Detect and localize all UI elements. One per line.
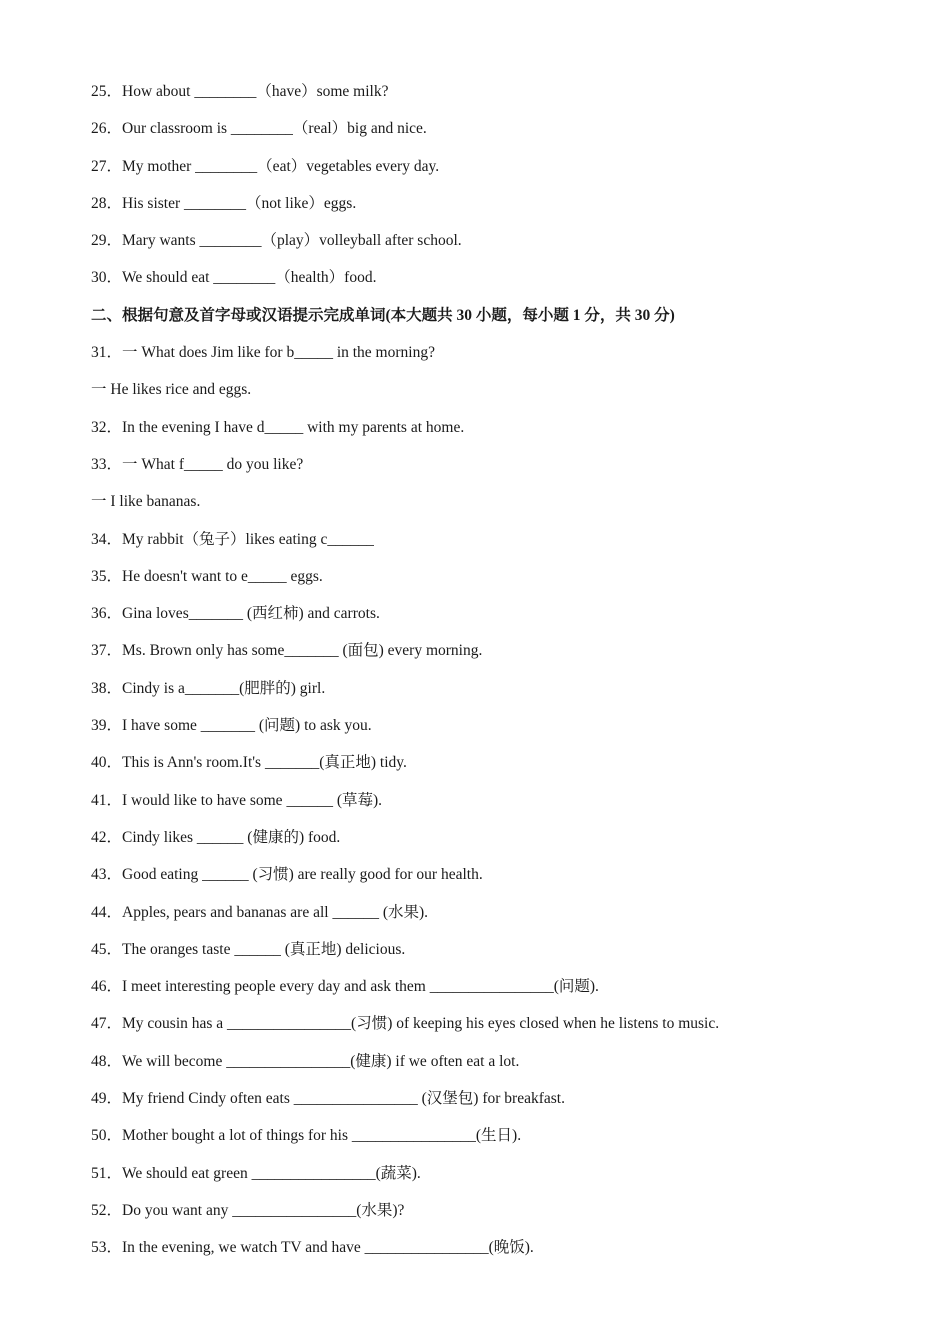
exercise-list bbox=[91, 80, 911, 1274]
question-41: 41．I would like to have some ______ (草莓). bbox=[91, 791, 383, 809]
question-35: 35．He doesn't want to e_____ eggs. bbox=[91, 567, 323, 585]
question-32: 32．In the evening I have d_____ with my parents at home. bbox=[91, 418, 465, 436]
question-38: 38．Cindy is a_______(肥胖的) girl. bbox=[91, 679, 326, 697]
question-29: 29．Mary wants ________（play）volleyball after school. bbox=[91, 232, 462, 250]
question-51: 51．We should eat green ________________(蔬菜). bbox=[91, 1164, 421, 1182]
question-53: 53．In the evening, we watch TV and have ________________(晚饭). bbox=[91, 1239, 534, 1257]
question-33: 33．一 What f_____ do you like? bbox=[91, 455, 304, 473]
question-31-answer: 一 He likes rice and eggs. bbox=[91, 381, 252, 399]
question-46: 46．I meet interesting people every day and ask them ________________(问题). bbox=[91, 978, 599, 996]
question-28: 28．His sister ________（not like）eggs. bbox=[91, 194, 357, 212]
question-27: 27．My mother ________（eat）vegetables every day. bbox=[91, 157, 440, 175]
question-36: 36．Gina loves_______ (西红柿) and carrots. bbox=[91, 605, 380, 623]
question-39: 39．I have some _______ (问题) to ask you. bbox=[91, 717, 372, 735]
question-49: 49．My friend Cindy often eats ________________ (汉堡包) for breakfast. bbox=[91, 1090, 565, 1108]
question-40: 40．This is Ann's room.It's _______(真正地) tidy. bbox=[91, 754, 407, 772]
question-37: 37．Ms. Brown only has some_______ (面包) every morning. bbox=[91, 642, 483, 660]
section-heading: 二、根据句意及首字母或汉语提示完成单词(本大题共 30 小题，每小题 1 分，共 30 分) bbox=[91, 306, 675, 324]
question-33-answer: 一 I like bananas. bbox=[91, 493, 201, 511]
question-50: 50．Mother bought a lot of things for his ________________(生日). bbox=[91, 1127, 522, 1145]
question-31: 31．一 What does Jim like for b_____ in the morning? bbox=[91, 344, 435, 362]
question-25: 25．How about ________（have）some milk? bbox=[91, 83, 389, 100]
question-44: 44．Apples, pears and bananas are all ______ (水果). bbox=[91, 903, 429, 921]
question-48: 48．We will become ________________(健康) if we often eat a lot. bbox=[91, 1052, 520, 1070]
question-47: 47．My cousin has a ________________(习惯) of keeping his eyes closed when he listens to music. bbox=[91, 1015, 720, 1033]
question-26: 26．Our classroom is ________（real）big and nice. bbox=[91, 120, 427, 138]
question-43: 43．Good eating ______ (习惯) are really good for our health. bbox=[91, 866, 483, 884]
question-42: 42．Cindy likes ______ (健康的) food. bbox=[91, 828, 341, 846]
question-52: 52．Do you want any ________________(水果)? bbox=[91, 1201, 405, 1219]
question-30: 30．We should eat ________（health）food. bbox=[91, 269, 377, 287]
question-34: 34．My rabbit（兔子）likes eating c______ bbox=[91, 530, 374, 548]
question-45: 45．The oranges taste ______ (真正地) delicious. bbox=[91, 940, 406, 958]
